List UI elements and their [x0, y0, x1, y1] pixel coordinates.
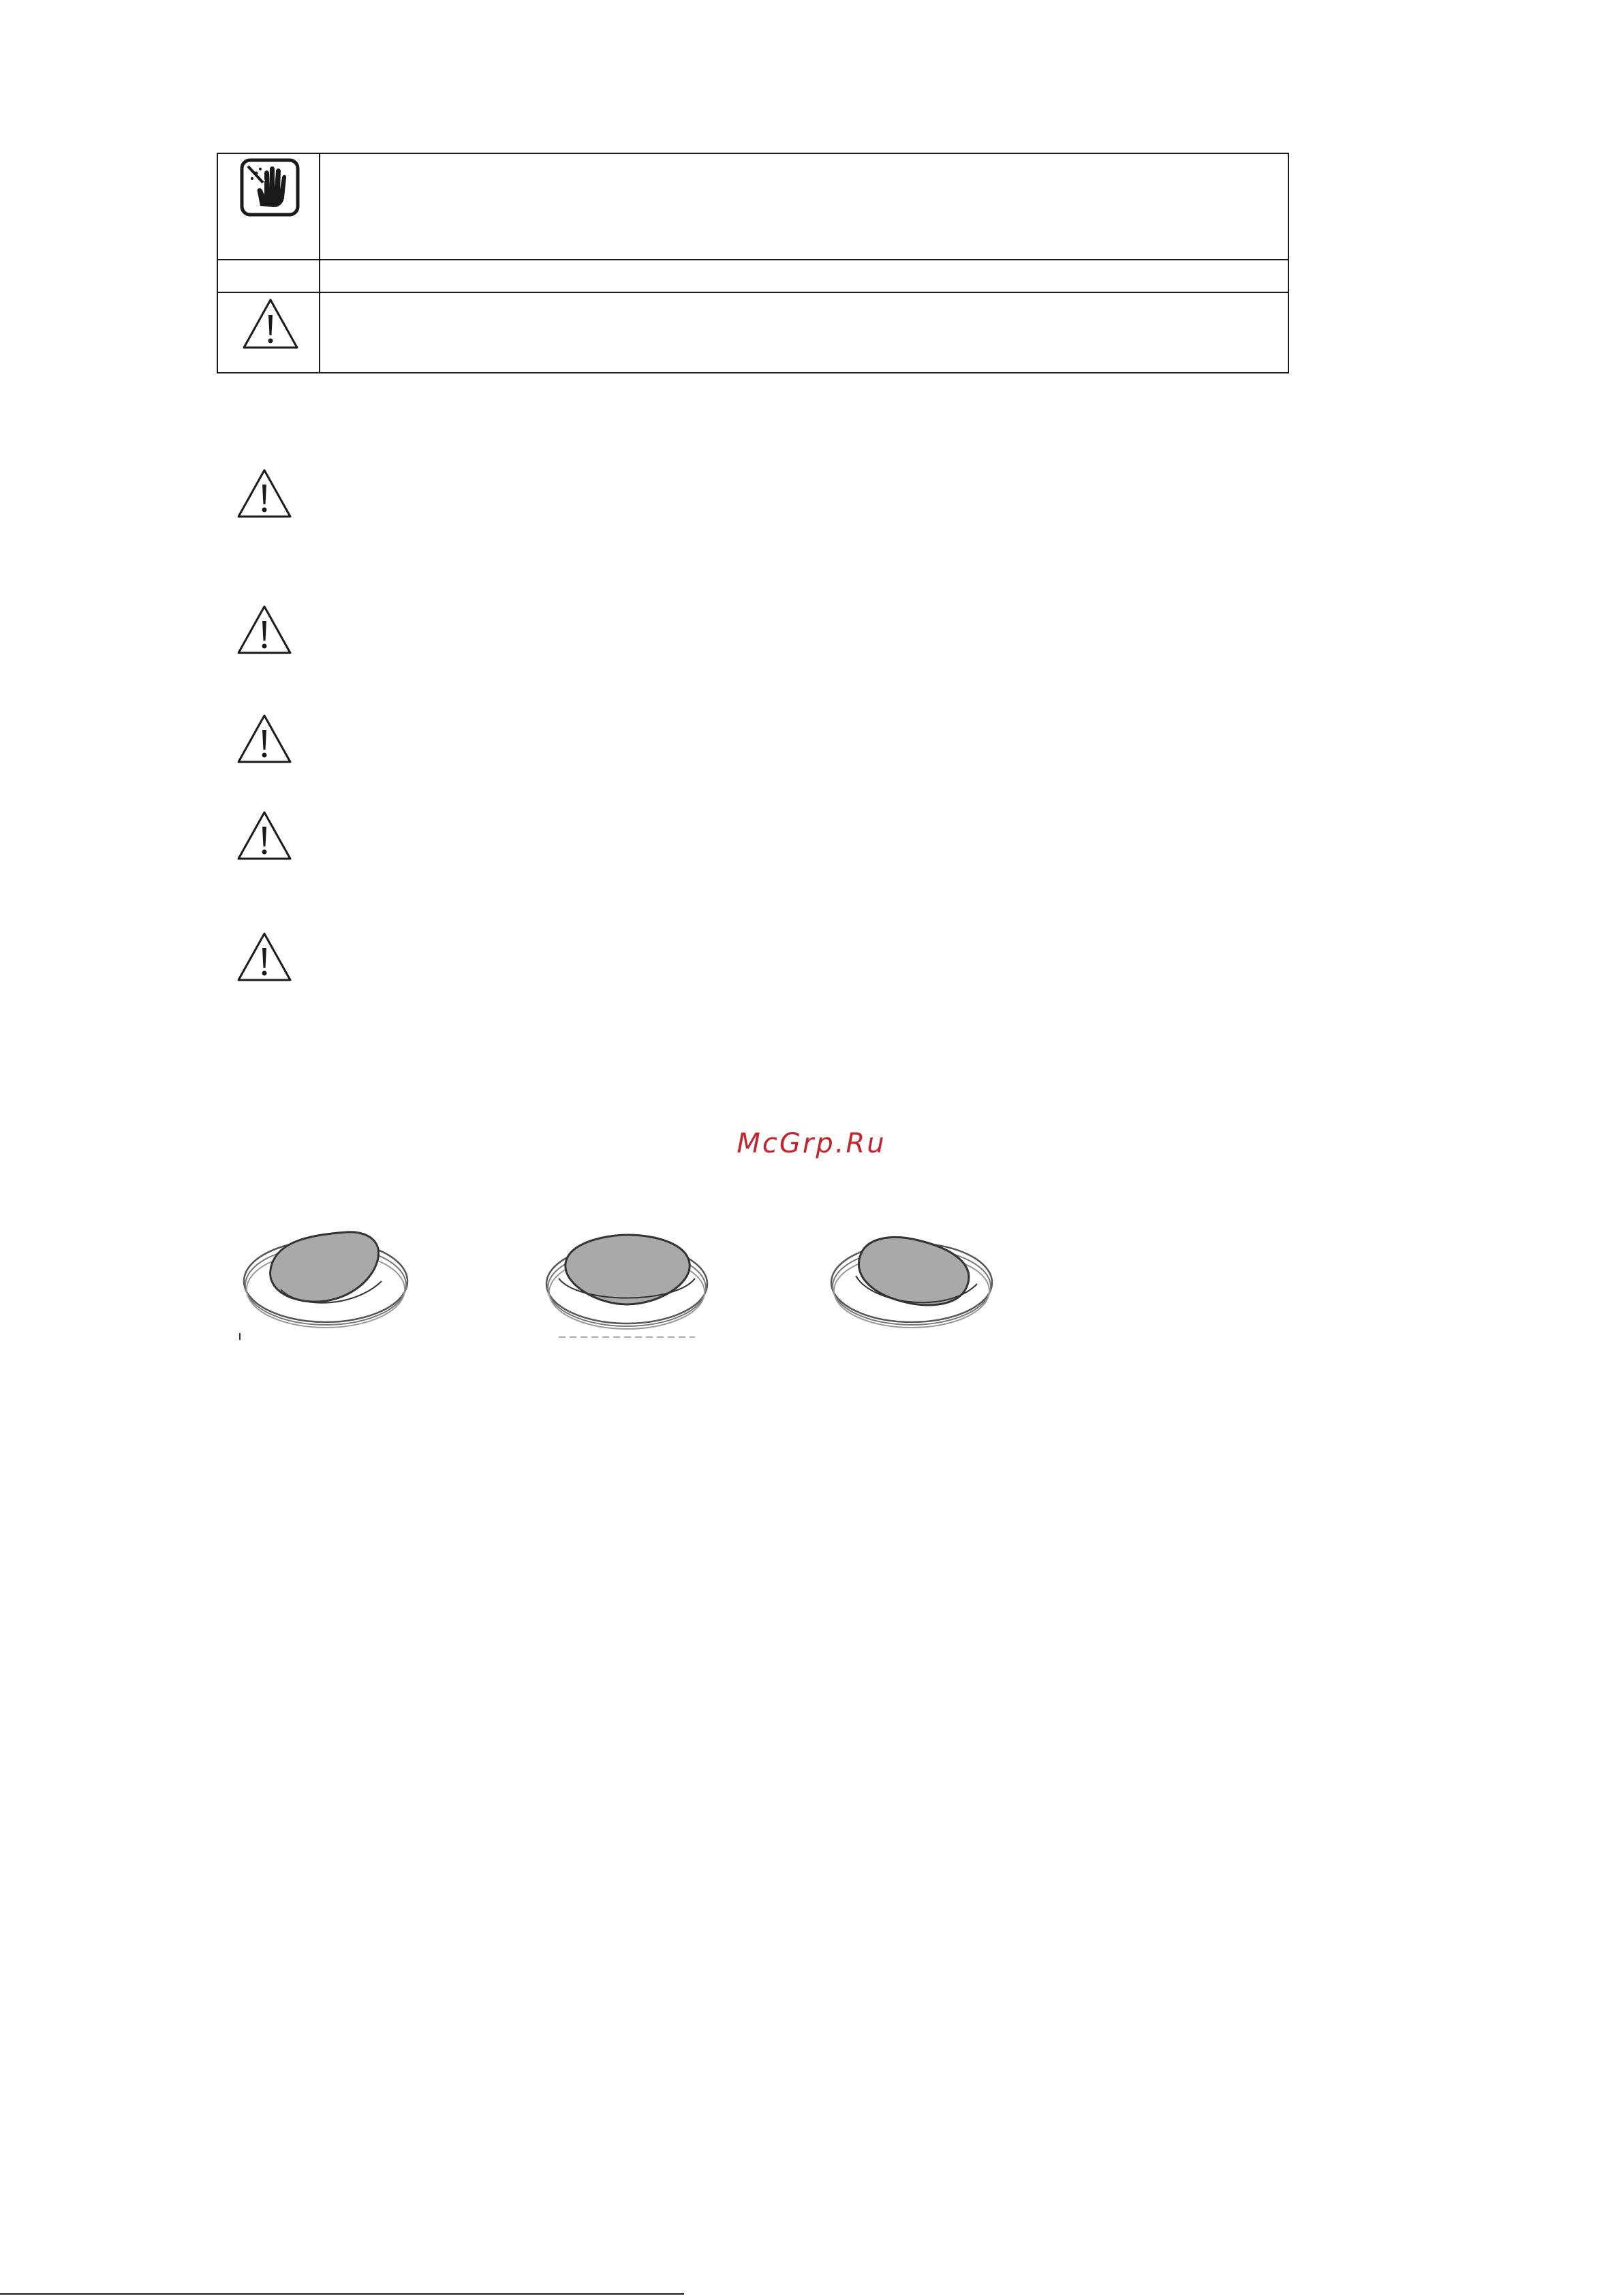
- button-illustration-right: [823, 1213, 1000, 1343]
- table-row-no-touch: [217, 153, 1288, 260]
- footnote-separator: [0, 2293, 684, 2295]
- no-hand-touch-icon: [240, 158, 300, 217]
- button-illustration-left: [237, 1213, 414, 1343]
- warning-triangle-icon: [241, 297, 300, 350]
- table-text-cell: [320, 153, 1288, 260]
- table-row-warning: [217, 292, 1288, 373]
- table-icon-cell: [217, 153, 320, 260]
- watermark-text: McGrp.Ru: [737, 1128, 886, 1159]
- warning-triangle-icon: [236, 604, 293, 656]
- warning-triangle-icon: [236, 810, 293, 861]
- table-row-empty: [217, 260, 1288, 292]
- warning-triangle-icon: [236, 931, 293, 983]
- table-text-cell: [320, 292, 1288, 373]
- table-icon-cell: [217, 260, 320, 292]
- table-icon-cell: [217, 292, 320, 373]
- warning-triangle-icon: [236, 468, 293, 519]
- table-text-cell: [320, 260, 1288, 292]
- symbols-table: [217, 153, 1289, 373]
- warning-triangle-icon: [236, 713, 293, 765]
- button-illustration-center: [538, 1213, 715, 1343]
